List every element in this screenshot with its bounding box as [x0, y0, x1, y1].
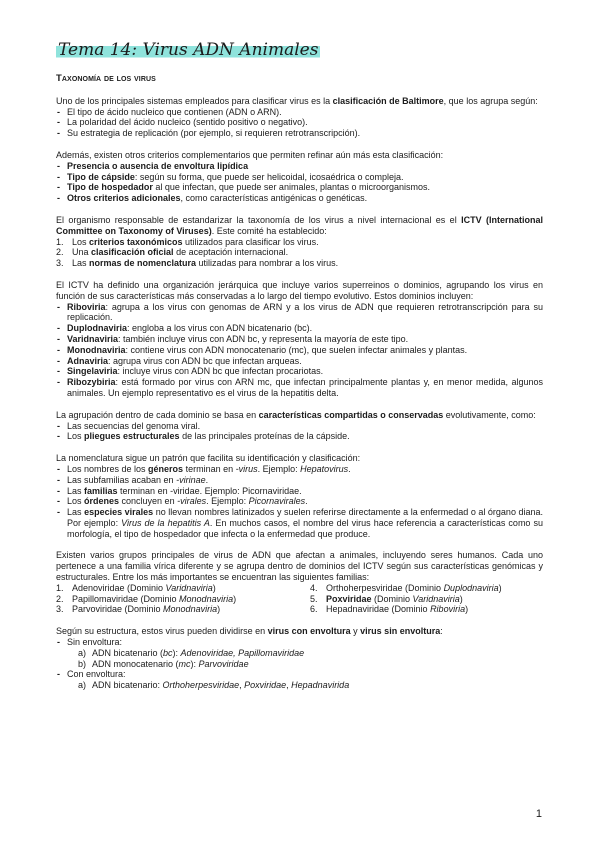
- list-item: - Riboviria: agrupa a los virus con genomas de ARN y a los virus de ADN que requieren retrotranscripción para su replicación.: [56, 302, 543, 324]
- list-item: - Tipo de cápside: según su forma, que puede ser helicoidal, icosaédrica o compleja.: [56, 172, 543, 183]
- paragraph-domains: El ICTV ha definido una organización jerárquica que incluye varios superreinos o dominios, agrupando los virus en función de sus características más conservadas a lo largo del tiempo evolutivo. Estos dominios incluyen:: [56, 279, 543, 301]
- list-item: - Los pliegues estructurales de las principales proteínas de la cápside.: [56, 431, 543, 442]
- list-item: - Adnaviria: agrupa virus con ADN bc que infectan arqueas.: [56, 356, 543, 367]
- numbered-item: 4. Orthoherpesviridae (Dominio Duplodnaviria): [310, 582, 502, 593]
- numbered-item: 2. Papillomaviridae (Dominio Monodnaviria): [56, 593, 237, 604]
- list-item: - Otros criterios adicionales, como características antigénicas o genéticas.: [56, 193, 543, 204]
- list-item: - Tipo de hospedador al que infectan, que puede ser animales, plantas o microorganismos.: [56, 182, 543, 193]
- list-item: - Los órdenes concluyen en -virales. Ejemplo: Picornavirales.: [56, 496, 543, 507]
- list-item: - El tipo de ácido nucleico que contienen (ADN o ARN).: [56, 107, 543, 118]
- numbered-item: 3. Parvoviridae (Dominio Monodnaviria): [56, 604, 221, 615]
- sub-item: a) ADN bicatenario (bc): Adenoviridae, Papillomaviridae: [78, 647, 305, 658]
- paragraph-ictv: El organismo responsable de estandarizar la taxonomía de los virus a nivel internacional es el ICTV (International Committee on Taxonomy of Viruses). Este comité ha establecido:: [56, 214, 543, 236]
- sub-item: b) ADN monocatenario (mc): Parvoviridae: [78, 658, 249, 669]
- paragraph-criteria: Además, existen otros criterios complementarios que permiten refinar aún más esta clasificación:: [56, 149, 444, 160]
- document-page: [56, 40, 543, 691]
- page-title: Tema 14: Virus ADN Animales: [58, 40, 319, 60]
- numbered-item: 5. Poxviridae (Dominio Varidnaviria): [310, 593, 463, 604]
- list-item: - Las secuencias del genoma viral.: [56, 421, 543, 432]
- list-item: - Su estrategia de replicación (por ejemplo, si requieren retrotranscripción).: [56, 128, 543, 139]
- list-item: - Duplodnaviria: engloba a los virus con ADN bicatenario (bc).: [56, 323, 543, 334]
- numbered-item: 2. Una clasificación oficial de aceptación internacional.: [56, 247, 289, 258]
- page-number: 1: [535, 808, 542, 820]
- numbered-item: 1. Adenoviridae (Dominio Varidnaviria): [56, 582, 216, 593]
- paragraph-grouping: La agrupación dentro de cada dominio se basa en características compartidas o conservadas evolutivamente, como:: [56, 409, 536, 420]
- family-list-left: [56, 583, 310, 615]
- list-item: - Las subfamilias acaban en -virinae.: [56, 475, 543, 486]
- list-item: - Los nombres de los géneros terminan en -virus. Ejemplo: Hepatovirus.: [56, 464, 543, 475]
- numbered-item: 6. Hepadnaviridae (Dominio Riboviria): [310, 604, 469, 615]
- list-item: - Sin envoltura:: [56, 637, 543, 648]
- family-list-right: [310, 583, 543, 615]
- sub-item: a) ADN bicatenario: Orthoherpesviridae, Poxviridae, Hepadnavirida: [78, 680, 350, 691]
- paragraph-envelope: Según su estructura, estos virus pueden dividirse en virus con envoltura y virus sin envoltura:: [56, 626, 443, 637]
- list-item: - Ribozybiria: está formado por virus con ARN mc, que infectan principalmente plantas y, en menor medida, algunos animales. Un ejemplo representativo es el virus de la hepatitis delta.: [56, 377, 543, 399]
- paragraph-baltimore: Uno de los principales sistemas empleados para clasificar virus es la clasificación de Baltimore, que los agrupa según:: [56, 95, 538, 106]
- list-item: - Las familias terminan en -viridae. Ejemplo: Picornaviridae.: [56, 486, 543, 497]
- list-item: - Las especies virales no llevan nombres latinizados y suelen referirse directamente a la enfermedad o al órgano diana. Por ejemplo: Virus de la hepatitis A. En muchos casos, el nombre del virus hace referencia a características como su morfología, el tipo de hospedador que infecta o la enfermedad que produce.: [56, 507, 543, 539]
- list-item: - Monodnaviria: contiene virus con ADN monocatenario (mc), que suelen infectar animales y plantas.: [56, 345, 543, 356]
- list-item: - Presencia o ausencia de envoltura lipídica: [56, 161, 543, 172]
- numbered-item: 3. Las normas de nomenclatura utilizadas para nombrar a los virus.: [56, 258, 339, 269]
- paragraph-families: Existen varios grupos principales de virus de ADN que afectan a animales, incluyendo seres humanos. Cada uno pertenece a una familia vírica diferente y se agrupa dentro de dominios del ICTV según sus características genómicas y estructurales. Entre los más importantes se encuentran las siguientes familias:: [56, 550, 543, 583]
- list-item: - Varidnaviria: también incluye virus con ADN bc, y representa la mayoría de este tipo.: [56, 334, 543, 345]
- numbered-item: 1. Los criterios taxonómicos utilizados para clasificar los virus.: [56, 236, 319, 247]
- list-item: - La polaridad del ácido nucleico (sentido positivo o negativo).: [56, 117, 543, 128]
- section-title: Taxonomía de los virus: [56, 73, 156, 84]
- list-item: - Singelaviria: incluye virus con ADN bc que infectan procariotas.: [56, 366, 543, 377]
- family-list: [56, 583, 543, 615]
- list-item: - Con envoltura:: [56, 669, 543, 680]
- paragraph-nomenclature: La nomenclatura sigue un patrón que facilita su identificación y clasificación:: [56, 453, 361, 464]
